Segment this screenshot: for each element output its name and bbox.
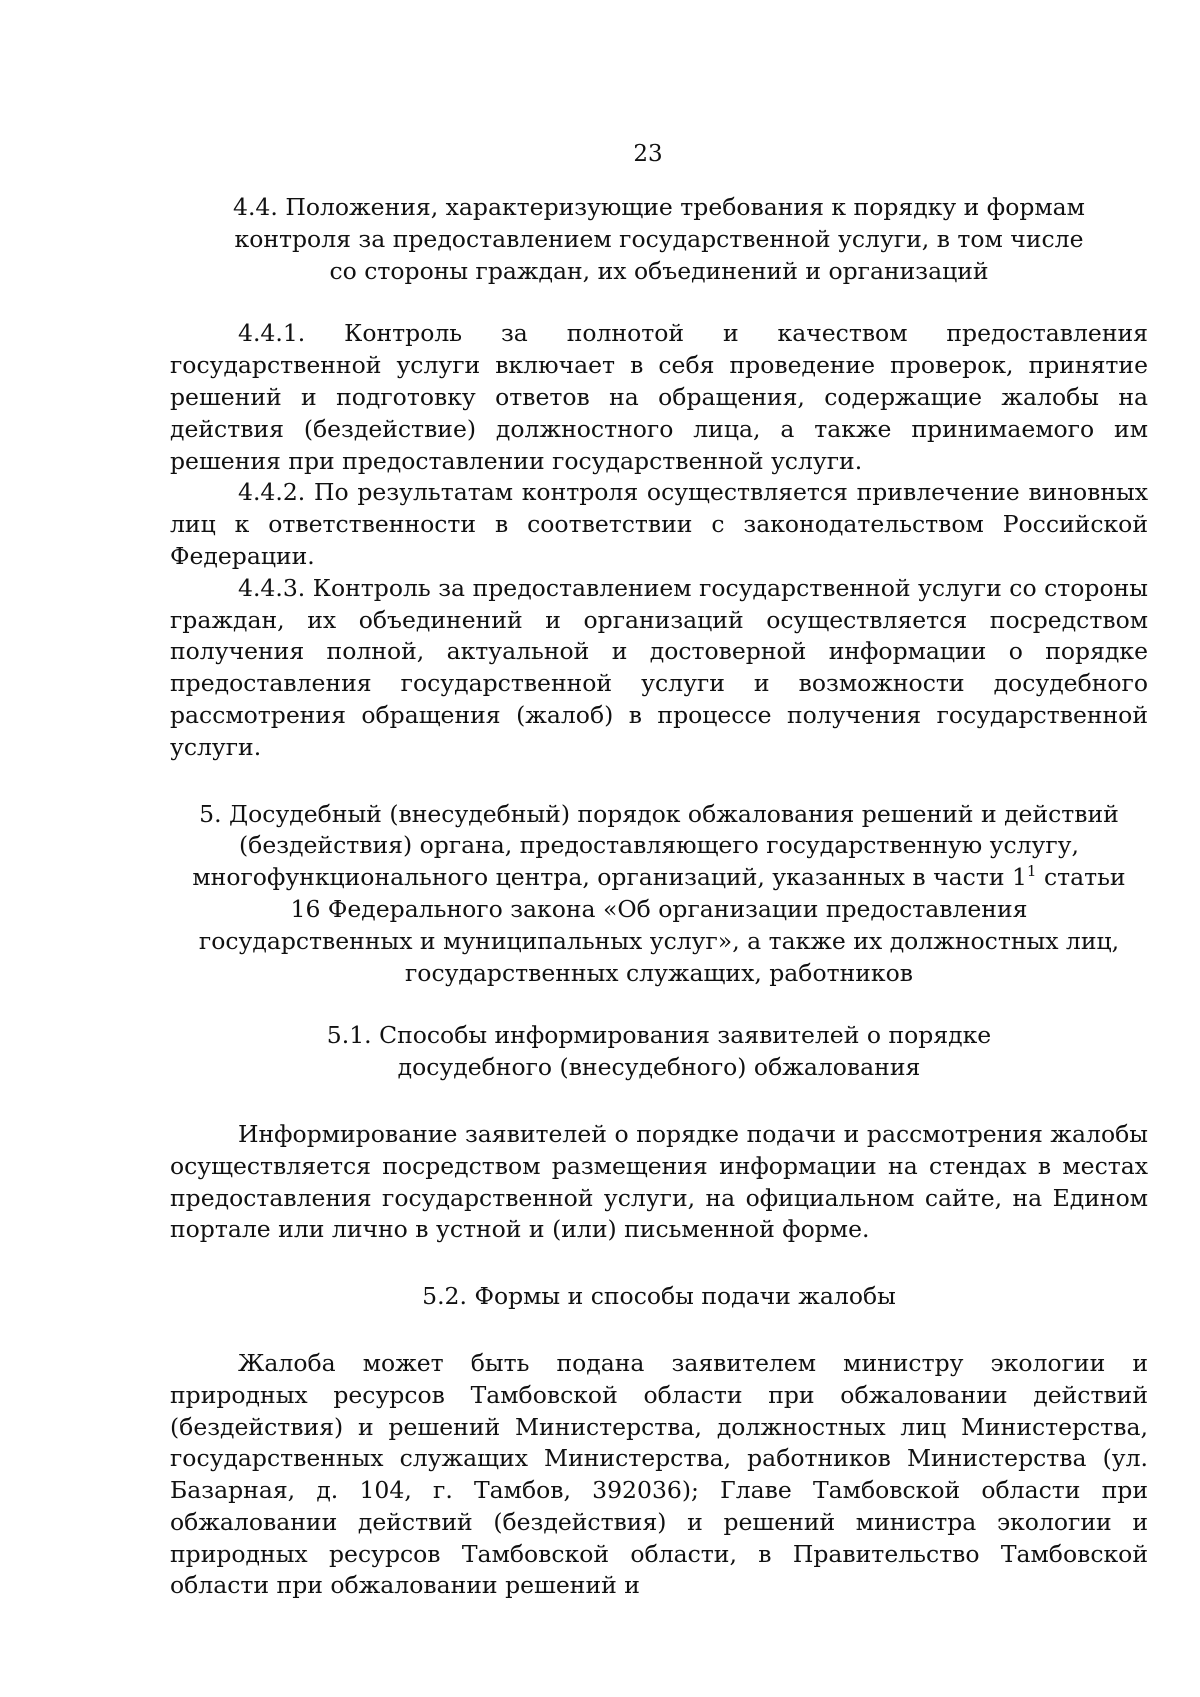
spacer bbox=[170, 1313, 1148, 1348]
spacer bbox=[170, 764, 1148, 799]
section-4-4-heading: 4.4. Положения, характеризующие требования к порядку и формам контроля за предоставлением государственной услуги, в том числе со стороны граждан, их объединений и организаций bbox=[233, 193, 1085, 285]
paragraph-4-4-2: 4.4.2. По результатам контроля осуществляется привлечение виновных лиц к ответственности в соответствии с законодательством Российской Федерации. bbox=[170, 478, 1148, 570]
section-5-heading-part2: статьи 16 Федерального закона «Об организации предоставления государственных и муниципальных услуг», а также их должностных лиц, государственных служащих, работников bbox=[198, 863, 1126, 987]
section-5-1-heading: 5.1. Способы информирования заявителей о порядке досудебного (внесудебного) обжалования bbox=[326, 1021, 992, 1082]
page-number: 23 bbox=[633, 141, 663, 167]
paragraph-4-4-3: 4.4.3. Контроль за предоставлением государственной услуги со стороны граждан, их объединений и организаций осуществляется посредством получения полной, актуальной и достоверной информации о порядке предоставления государственной услуги и возможности досудебного рассмотрения обращения (жалоб) в процессе получения государственной услуги. bbox=[170, 573, 1148, 761]
spacer bbox=[170, 287, 1148, 318]
paragraph-4-4-1: 4.4.1. Контроль за полнотой и качеством предоставления государственной услуги включает в себя проведение проверок, принятие решений и подготовку ответов на обращения, содержащие жалобы на действия (бездействие) должностного лица, а также принимаемого им решения при предоставлении государственной услуги. bbox=[170, 319, 1148, 475]
paragraph-5-2: Жалоба может быть подана заявителем министру экологии и природных ресурсов Тамбовской области при обжаловании действий (бездействия) и решений Министерства, должностных лиц Министерства, государственных служащих Министерства, работников Министерства (ул. Базарная, д. 104, г. Тамбов, 392036); Главе Тамбовской области при обжаловании действий (бездействия) и решений министра экологии и природных ресурсов Тамбовской области, в Правительство Тамбовской области при обжаловании решений и bbox=[170, 1348, 1148, 1600]
spacer bbox=[170, 1246, 1148, 1281]
section-5-heading bbox=[170, 799, 1148, 990]
spacer bbox=[170, 1084, 1148, 1119]
section-5-2-heading: 5.2. Формы и способы подачи жалобы bbox=[422, 1282, 896, 1311]
paragraph-5-1: Информирование заявителей о порядке подачи и рассмотрения жалобы осуществляется посредством размещения информации на стендах в местах предоставления государственной услуги, на официальном сайте, на Едином портале или лично в устной и (или) письменной форме. bbox=[170, 1119, 1148, 1244]
section-5-heading-superscript: 1 bbox=[1026, 862, 1037, 881]
section-5-heading-part1: 5. Досудебный (внесудебный) порядок обжалования решений и действий (бездействия) органа, предоставляющего государственную услугу, многофункционального центра, организаций, указанных в части 1 bbox=[192, 799, 1119, 892]
spacer bbox=[170, 989, 1148, 1020]
document-body bbox=[170, 192, 1148, 1602]
